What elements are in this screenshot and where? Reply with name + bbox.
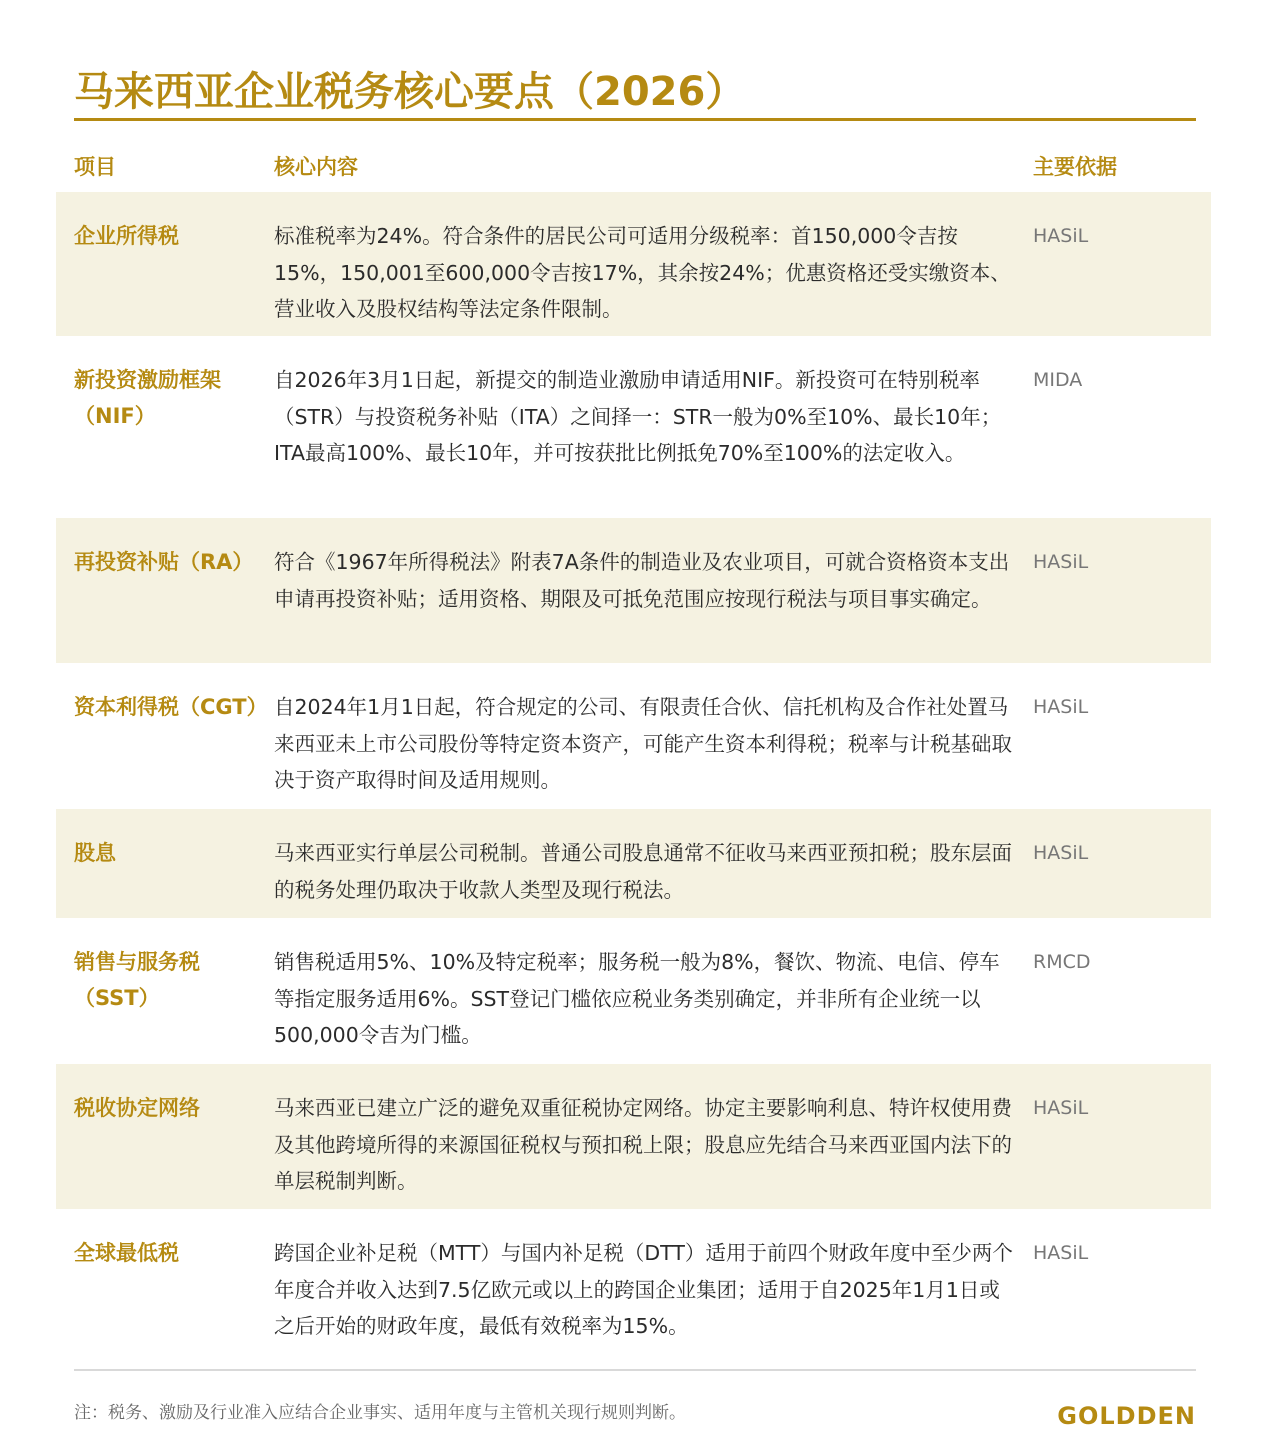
brand-logo: GOLDDEN	[1057, 1402, 1196, 1430]
column-header-item: 项目	[74, 155, 116, 179]
row-source: MIDA	[1033, 369, 1083, 391]
row-source: HASiL	[1033, 696, 1089, 718]
row-content: 自2024年1月1日起，符合规定的公司、有限责任合伙、信托机构及合作社处置马来西亚未上市公司股份等特定资本资产，可能产生资本利得税；税率与计税基础取决于资产取得时间及适用规则。	[274, 695, 1012, 792]
row-source: RMCD	[1033, 951, 1091, 973]
row-item: 企业所得税	[74, 224, 179, 248]
title-block	[74, 66, 1196, 121]
table-row-nif	[56, 336, 1211, 518]
column-header-content: 核心内容	[274, 155, 358, 179]
row-item: 新投资激励框架（NIF）	[74, 368, 221, 428]
row-source: HASiL	[1033, 225, 1089, 247]
table-row-reinvestment-allowance	[56, 518, 1211, 663]
table-row-cgt	[56, 663, 1211, 809]
footer-divider	[74, 1369, 1196, 1371]
row-source: HASiL	[1033, 551, 1089, 573]
row-content: 马来西亚已建立广泛的避免双重征税协定网络。协定主要影响利息、特许权使用费及其他跨境所得的来源国征税权与预扣税上限；股息应先结合马来西亚国内法下的单层税制判断。	[274, 1096, 1012, 1193]
table-row-sst	[56, 918, 1211, 1064]
row-source: HASiL	[1033, 1097, 1089, 1119]
row-item: 资本利得税（CGT）	[74, 695, 268, 719]
page-title: 马来西亚企业税务核心要点（2026）	[74, 69, 746, 115]
table-row-corporate-income-tax	[56, 192, 1211, 336]
row-source: HASiL	[1033, 1242, 1089, 1264]
table-row-global-minimum-tax	[56, 1209, 1211, 1359]
row-content: 符合《1967年所得税法》附表7A条件的制造业及农业项目，可就合资格资本支出申请再投资补贴；适用资格、期限及可抵免范围应按现行税法与项目事实确定。	[274, 550, 1010, 611]
row-content: 销售税适用5%、10%及特定税率；服务税一般为8%，餐饮、物流、电信、停车等指定服务适用6%。SST登记门槛依应税业务类别确定，并非所有企业统一以500,000令吉为门槛。	[274, 950, 1000, 1047]
row-content: 跨国企业补足税（MTT）与国内补足税（DTT）适用于前四个财政年度中至少两个年度合并收入达到7.5亿欧元或以上的跨国企业集团；适用于自2025年1月1日或之后开始的财政年度，最低有效税率为15%。	[274, 1241, 1013, 1338]
row-content: 马来西亚实行单层公司税制。普通公司股息通常不征收马来西亚预扣税；股东层面的税务处理仍取决于收款人类型及现行税法。	[274, 841, 1012, 902]
table-header	[74, 150, 1196, 184]
row-item: 再投资补贴（RA）	[74, 550, 254, 574]
table-row-dividends	[56, 809, 1211, 918]
row-item: 全球最低税	[74, 1241, 179, 1265]
footnote: 注：税务、激励及行业准入应结合企业事实、适用年度与主管机关现行规则判断。	[74, 1403, 686, 1423]
row-item: 股息	[74, 841, 116, 865]
row-content: 标准税率为24%。符合条件的居民公司可适用分级税率：首150,000令吉按15%，150,001至600,000令吉按17%，其余按24%；优惠资格还受实缴资本、营业收入及股权结构等法定条件限制。	[274, 224, 1011, 321]
row-item: 税收协定网络	[74, 1096, 200, 1120]
row-content: 自2026年3月1日起，新提交的制造业激励申请适用NIF。新投资可在特别税率（STR）与投资税务补贴（ITA）之间择一：STR一般为0%至10%、最长10年；ITA最高100%、最长10年，并可按获批比例抵免70%至100%的法定收入。	[274, 368, 1002, 465]
row-item: 销售与服务税（SST）	[74, 950, 200, 1010]
column-header-source: 主要依据	[1033, 155, 1117, 179]
table-row-tax-treaty	[56, 1064, 1211, 1209]
row-source: HASiL	[1033, 842, 1089, 864]
